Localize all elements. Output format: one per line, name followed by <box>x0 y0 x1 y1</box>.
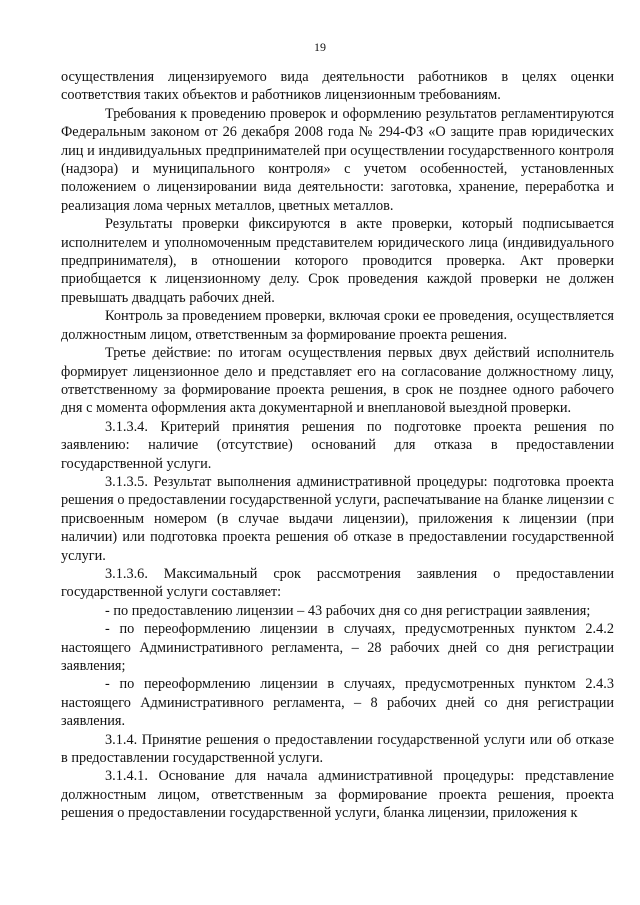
list-item-reissue-2-4-3: - по переоформлению лицензии в случаях, предусмотренных пунктом 2.4.3 настоящего Административного регламента, – 8 рабочих дней со дня регистрации заявления. <box>61 676 614 730</box>
paragraph-3-1-3-4: 3.1.3.4. Критерий принятия решения по подготовке проекта решения по заявлению: наличие (отсутствие) оснований для отказа в предоставлении государственной услуги. <box>61 418 614 472</box>
paragraph-third-action: Третье действие: по итогам осуществления первых двух действий исполнитель формирует лицензионное дело и представляет его на согласование должностному лицу, ответственному за формирование проекта решения, в срок не позднее одного рабочего дня с момента оформления акта документарной и внеплановой выездной проверки. <box>61 345 614 417</box>
paragraph-continuation: осуществления лицензируемого вида деятельности работников в целях оценки соответствия таких объектов и работников лицензионным требованиям. <box>61 69 614 104</box>
paragraph-inspection-requirements: Требования к проведению проверок и оформлению результатов регламентируются Федеральным законом от 26 декабря 2008 года № 294-ФЗ «О защите прав юридических лиц и индивидуальных предпринимателей при осуществлении государственного контроля (надзора) и муниципального контроля» с учетом особенностей, установленных положением о лицензировании вида деятельности: заготовка, хранение, переработка и реализация лома черных металлов, цветных металлов. <box>61 105 614 214</box>
paragraph-inspection-results: Результаты проверки фиксируются в акте проверки, который подписывается исполнителем и уполномоченным представителем юридического лица (индивидуального предпринимателя), в отношении которого проводится проверка. Акт проверки приобщается к лицензионному делу. Срок проведения каждой проверки не должен превышать двадцать рабочих дней. <box>61 216 614 306</box>
paragraph-3-1-4: 3.1.4. Принятие решения о предоставлении государственной услуги или об отказе в предоставлении государственной услуги. <box>61 731 614 767</box>
page-number: 19 <box>314 40 326 54</box>
list-item-reissue-2-4-2: - по переоформлению лицензии в случаях, предусмотренных пунктом 2.4.2 настоящего Административного регламента, – 28 рабочих дней со дня регистрации заявления; <box>61 621 614 674</box>
paragraph-3-1-3-5: 3.1.3.5. Результат выполнения административной процедуры: подготовка проекта решения о предоставлении государственной услуги, распечатывание на бланке лицензии с присвоенным номером (в случае выдачи лицензии), приложения к лицензии (при наличии) или подготовка проекта решения об отказе в предоставлении государственной услуги. <box>61 473 614 564</box>
paragraph-3-1-3-6: 3.1.3.6. Максимальный срок рассмотрения заявления о предоставлении государственной услуги составляет: <box>61 565 614 601</box>
paragraph-3-1-4-1: 3.1.4.1. Основание для начала административной процедуры: представление должностным лицом, ответственным за формирование проекта решения, проекта решения о предоставлении государственной услуги, бланка лицензии, приложения к <box>61 768 614 822</box>
paragraph-inspection-control: Контроль за проведением проверки, включая сроки ее проведения, осуществляется должностным лицом, ответственным за формирование проекта решения. <box>61 308 614 343</box>
document-body <box>61 68 614 823</box>
list-item-license-grant: - по предоставлению лицензии – 43 рабочих дня со дня регистрации заявления; <box>105 602 591 619</box>
